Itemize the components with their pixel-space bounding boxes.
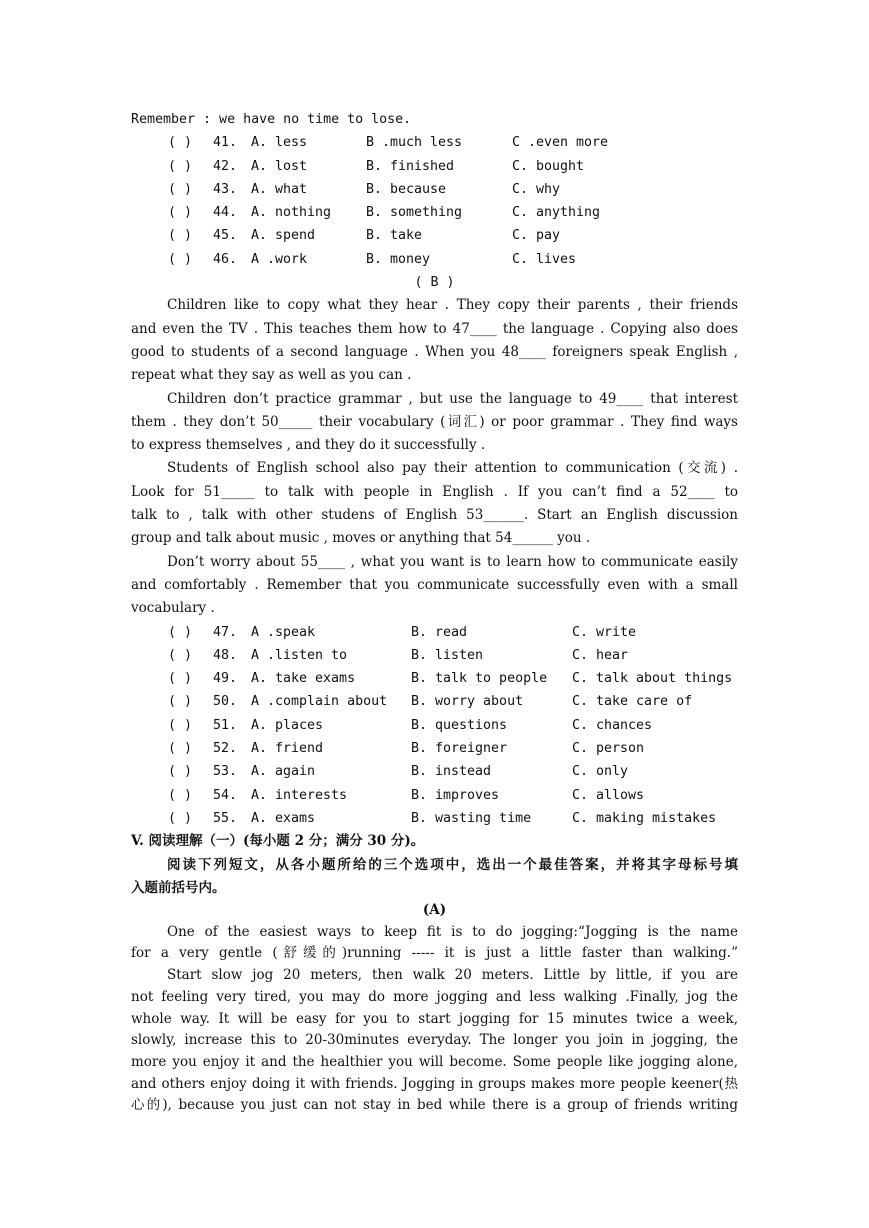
answer-bracket[interactable]: ( ) — [168, 205, 193, 221]
instruction-line: 阅读下列短文，从各小题所给的三个选项中，选出一个最佳答案，并将其字母标号填 — [167, 856, 738, 873]
option-a: A .work — [251, 251, 308, 267]
option-c: C .even more — [512, 135, 609, 151]
question-row — [131, 224, 738, 247]
passage-line: more you enjoy it and the healthier you will become. Some people like jogging alone, — [131, 1053, 738, 1070]
question-row — [131, 155, 738, 178]
question-row — [131, 760, 738, 783]
passage-line: talk to , talk with other studens of English 53______. Start an English discussion — [131, 507, 738, 524]
option-b: B. money — [366, 251, 431, 267]
question-row — [131, 737, 738, 760]
option-b: B. read — [411, 624, 468, 640]
answer-bracket[interactable]: ( ) — [168, 181, 193, 197]
option-c: C. only — [572, 764, 629, 780]
passage-line: them . they don’t 50_____ their vocabulary (词汇) or poor grammar . They find ways — [131, 413, 738, 430]
option-b: B. improves — [411, 787, 500, 803]
option-c: C. take care of — [572, 694, 693, 710]
option-a: A. friend — [251, 741, 324, 757]
section-a-heading: (A) — [422, 902, 447, 919]
question-number: 44. — [213, 205, 238, 221]
passage-line: slowly, increase this to 20-30minutes everyday. The longer you join in jogging, the — [131, 1032, 738, 1049]
option-b: B. something — [366, 205, 463, 221]
document-page — [131, 108, 738, 1117]
passage-line: and comfortably . Remember that you communicate successfully even with a small — [131, 576, 738, 593]
section-v-title: V. 阅读理解（一）(每小题 2 分；满分 30 分)。 — [131, 833, 425, 850]
remember-line: Remember : we have no time to lose. — [131, 112, 412, 127]
question-row — [131, 621, 738, 644]
option-b: B. take — [366, 228, 423, 244]
question-row — [131, 667, 738, 690]
question-row — [131, 690, 738, 713]
option-c: C. write — [572, 624, 637, 640]
answer-bracket[interactable]: ( ) — [168, 135, 193, 151]
answer-bracket[interactable]: ( ) — [168, 764, 193, 780]
option-a: A. exams — [251, 810, 316, 826]
option-a: A. again — [251, 764, 316, 780]
passage-line: whole way. It will be easy for you to start jogging for 15 minutes twice a week, — [131, 1010, 738, 1027]
answer-bracket[interactable]: ( ) — [168, 624, 193, 640]
passage-line: Don’t worry about 55____ , what you want is to learn how to communicate easily — [167, 553, 738, 570]
passage-line: Children like to copy what they hear . They copy their parents , their friends — [167, 297, 738, 314]
passage-line: Children don’t practice grammar , but use the language to 49____ that interest — [167, 390, 738, 407]
option-a: A. take exams — [251, 671, 356, 687]
question-row — [131, 807, 738, 830]
passage-line: and even the TV . This teaches them how to 47____ the language . Copying also does — [131, 320, 738, 337]
option-b: B. finished — [366, 158, 455, 174]
option-b: B. talk to people — [411, 671, 548, 687]
question-list-b — [131, 621, 738, 831]
option-a: A. less — [251, 135, 308, 151]
answer-bracket[interactable]: ( ) — [168, 671, 193, 687]
option-a: A. what — [251, 181, 308, 197]
option-b: B. instead — [411, 764, 492, 780]
answer-bracket[interactable]: ( ) — [168, 228, 193, 244]
question-row — [131, 714, 738, 737]
option-b: B .much less — [366, 135, 463, 151]
passage-line: One of the easiest ways to keep fit is to do jogging:“Jogging is the name — [167, 923, 738, 940]
passage-line: Start slow jog 20 meters, then walk 20 meters. Little by little, if you are — [167, 967, 738, 984]
question-number: 50. — [213, 694, 238, 710]
question-number: 42. — [213, 158, 238, 174]
answer-bracket[interactable]: ( ) — [168, 251, 193, 267]
answer-bracket[interactable]: ( ) — [168, 787, 193, 803]
question-row — [131, 248, 738, 271]
question-number: 53. — [213, 764, 238, 780]
question-row — [131, 131, 738, 154]
question-row — [131, 644, 738, 667]
option-a: A .complain about — [251, 694, 388, 710]
option-c: C. why — [512, 181, 561, 197]
option-c: C. hear — [572, 647, 629, 663]
option-a: A. places — [251, 717, 324, 733]
passage-line: vocabulary . — [131, 600, 215, 617]
option-c: C. bought — [512, 158, 585, 174]
passage-line: to express themselves , and they do it successfully . — [131, 437, 486, 454]
question-row — [131, 784, 738, 807]
section-b-heading: ( B ) — [414, 275, 455, 291]
option-c: C. making mistakes — [572, 810, 717, 826]
question-number: 54. — [213, 787, 238, 803]
answer-bracket[interactable]: ( ) — [168, 810, 193, 826]
answer-bracket[interactable]: ( ) — [168, 158, 193, 174]
answer-bracket[interactable]: ( ) — [168, 694, 193, 710]
question-list-a — [131, 131, 738, 271]
option-b: B. wasting time — [411, 810, 532, 826]
option-c: C. chances — [572, 717, 653, 733]
passage-line: repeat what they say as well as you can . — [131, 367, 412, 384]
option-b: B. listen — [411, 647, 484, 663]
option-b: B. questions — [411, 717, 508, 733]
question-number: 55. — [213, 810, 238, 826]
option-c: C. pay — [512, 228, 561, 244]
option-a: A .listen to — [251, 647, 348, 663]
passage-line: not feeling very tired, you may do more jogging and less walking .Finally, jog the — [131, 988, 738, 1005]
option-b: B. because — [366, 181, 447, 197]
option-a: A. nothing — [251, 205, 332, 221]
option-b: B. foreigner — [411, 741, 508, 757]
option-c: C. lives — [512, 251, 577, 267]
option-c: C. person — [572, 741, 645, 757]
option-a: A. interests — [251, 787, 348, 803]
question-number: 43. — [213, 181, 238, 197]
passage-line: and others enjoy doing it with friends. Jogging in groups makes more people keener(热 — [131, 1075, 738, 1092]
option-a: A. spend — [251, 228, 316, 244]
option-b: B. worry about — [411, 694, 524, 710]
instruction-line: 入题前括号内。 — [131, 879, 226, 896]
option-a: A. lost — [251, 158, 308, 174]
option-c: C. talk about things — [572, 671, 733, 687]
passage-line: group and talk about music , moves or anything that 54______ you . — [131, 530, 591, 547]
passage-line: for a very gentle (舒缓的)running ----- it is just a little faster than walking.” — [131, 945, 738, 962]
section-v-instruction — [131, 854, 738, 901]
passage-b — [131, 294, 738, 620]
passage-a — [131, 922, 738, 1117]
question-number: 51. — [213, 717, 238, 733]
passage-line: Look for 51_____ to talk with people in English . If you can’t find a 52____ to — [131, 483, 738, 500]
option-a: A .speak — [251, 624, 316, 640]
question-number: 46. — [213, 251, 238, 267]
option-c: C. anything — [512, 205, 601, 221]
question-number: 41. — [213, 135, 238, 151]
answer-bracket[interactable]: ( ) — [168, 741, 193, 757]
question-row — [131, 178, 738, 201]
passage-line: 心的), because you just can not stay in bed while there is a group of friends writing — [131, 1097, 738, 1114]
answer-bracket[interactable]: ( ) — [168, 647, 193, 663]
question-number: 45. — [213, 228, 238, 244]
question-number: 48. — [213, 647, 238, 663]
question-number: 47. — [213, 624, 238, 640]
option-c: C. allows — [572, 787, 645, 803]
question-number: 52. — [213, 741, 238, 757]
answer-bracket[interactable]: ( ) — [168, 717, 193, 733]
passage-line: good to students of a second language . When you 48____ foreigners speak English , — [131, 343, 738, 360]
question-row — [131, 201, 738, 224]
question-number: 49. — [213, 671, 238, 687]
passage-line: Students of English school also pay their attention to communication (交流) . — [167, 460, 738, 477]
